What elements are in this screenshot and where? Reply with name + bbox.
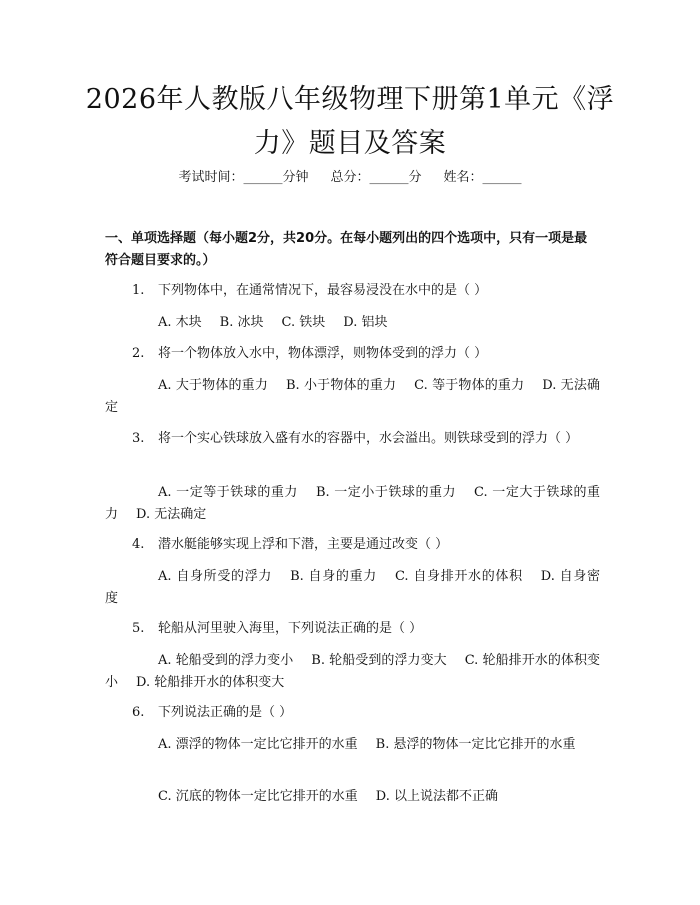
option-b: B. 悬浮的物体一定比它排开的水重 bbox=[375, 737, 576, 752]
question-6-options-ab bbox=[105, 734, 600, 756]
question-6-options-cd bbox=[105, 786, 600, 808]
option-d: D. 无法确定 bbox=[105, 378, 600, 415]
question-stem: 潜水艇能够实现上浮和下潜，主要是通过改变（ ） bbox=[158, 537, 449, 552]
question-stem: 将一个实心铁球放入盛有水的容器中，水会溢出。则铁球受到的浮力（ ） bbox=[158, 431, 579, 446]
page-title: 2026年人教版八年级物理下册第1单元《浮力》题目及答案 bbox=[85, 84, 615, 159]
option-a: A. 漂浮的物体一定比它排开的水重 bbox=[158, 737, 358, 752]
option-c: C. 沉底的物体一定比它排开的水重 bbox=[158, 789, 358, 804]
question-number: 6. bbox=[132, 705, 145, 720]
question-5 bbox=[105, 618, 600, 640]
question-stem: 下列说法正确的是（ ） bbox=[158, 705, 293, 720]
option-d: D. 铝块 bbox=[343, 315, 388, 330]
option-b: B. 一定小于铁球的重力 bbox=[315, 485, 457, 500]
option-c: C. 一定大于铁球的重力 bbox=[105, 485, 600, 522]
question-number: 1. bbox=[132, 283, 145, 298]
question-2 bbox=[105, 343, 600, 365]
question-number: 2. bbox=[132, 346, 145, 361]
question-2-options bbox=[105, 375, 600, 419]
option-a: A. 一定等于铁球的重力 bbox=[158, 485, 298, 500]
question-4 bbox=[105, 534, 600, 556]
option-d: D. 无法确定 bbox=[136, 507, 207, 522]
question-stem: 将一个物体放入水中，物体漂浮，则物体受到的浮力（ ） bbox=[158, 346, 488, 361]
question-3-options bbox=[105, 482, 600, 526]
option-b: B. 自身的重力 bbox=[290, 569, 377, 584]
question-6 bbox=[105, 702, 600, 724]
total-score-label: 总分：______分 bbox=[330, 170, 422, 185]
question-1 bbox=[105, 280, 600, 302]
option-c: C. 等于物体的重力 bbox=[414, 378, 525, 393]
question-number: 5. bbox=[132, 621, 145, 636]
option-a: A. 木块 bbox=[158, 315, 202, 330]
option-b: B. 小于物体的重力 bbox=[286, 378, 397, 393]
student-name-label: 姓名：______ bbox=[443, 170, 522, 185]
option-d: D. 以上说法都不正确 bbox=[375, 789, 498, 804]
exam-meta bbox=[0, 168, 700, 188]
question-1-options bbox=[105, 312, 600, 334]
question-number: 4. bbox=[132, 537, 145, 552]
section-heading: 一、单项选择题（每小题2分，共20分。在每小题列出的四个选项中，只有一项是最符合题目要求的。） bbox=[105, 231, 588, 268]
question-3 bbox=[105, 428, 600, 450]
option-a: A. 自身所受的浮力 bbox=[158, 569, 273, 584]
option-c: C. 铁块 bbox=[281, 315, 326, 330]
question-number: 3. bbox=[132, 431, 145, 446]
question-stem: 轮船从河里驶入海里，下列说法正确的是（ ） bbox=[158, 621, 423, 636]
option-a: A. 大于物体的重力 bbox=[158, 378, 268, 393]
option-c: C. 自身排开水的体积 bbox=[394, 569, 523, 584]
question-stem: 下列物体中，在通常情况下，最容易浸没在水中的是（ ） bbox=[158, 283, 488, 298]
option-b: B. 冰块 bbox=[219, 315, 264, 330]
option-a: A. 轮船受到的浮力变小 bbox=[158, 653, 294, 668]
question-5-options bbox=[105, 650, 600, 694]
option-d: D. 自身密度 bbox=[105, 569, 601, 606]
option-b: B. 轮船受到的浮力变大 bbox=[311, 653, 447, 668]
option-d: D. 轮船排开水的体积变大 bbox=[136, 675, 285, 690]
question-4-options bbox=[105, 566, 600, 610]
option-c: C. 轮船排开水的体积变小 bbox=[105, 653, 600, 690]
exam-time-label: 考试时间：______分钟 bbox=[178, 170, 309, 185]
